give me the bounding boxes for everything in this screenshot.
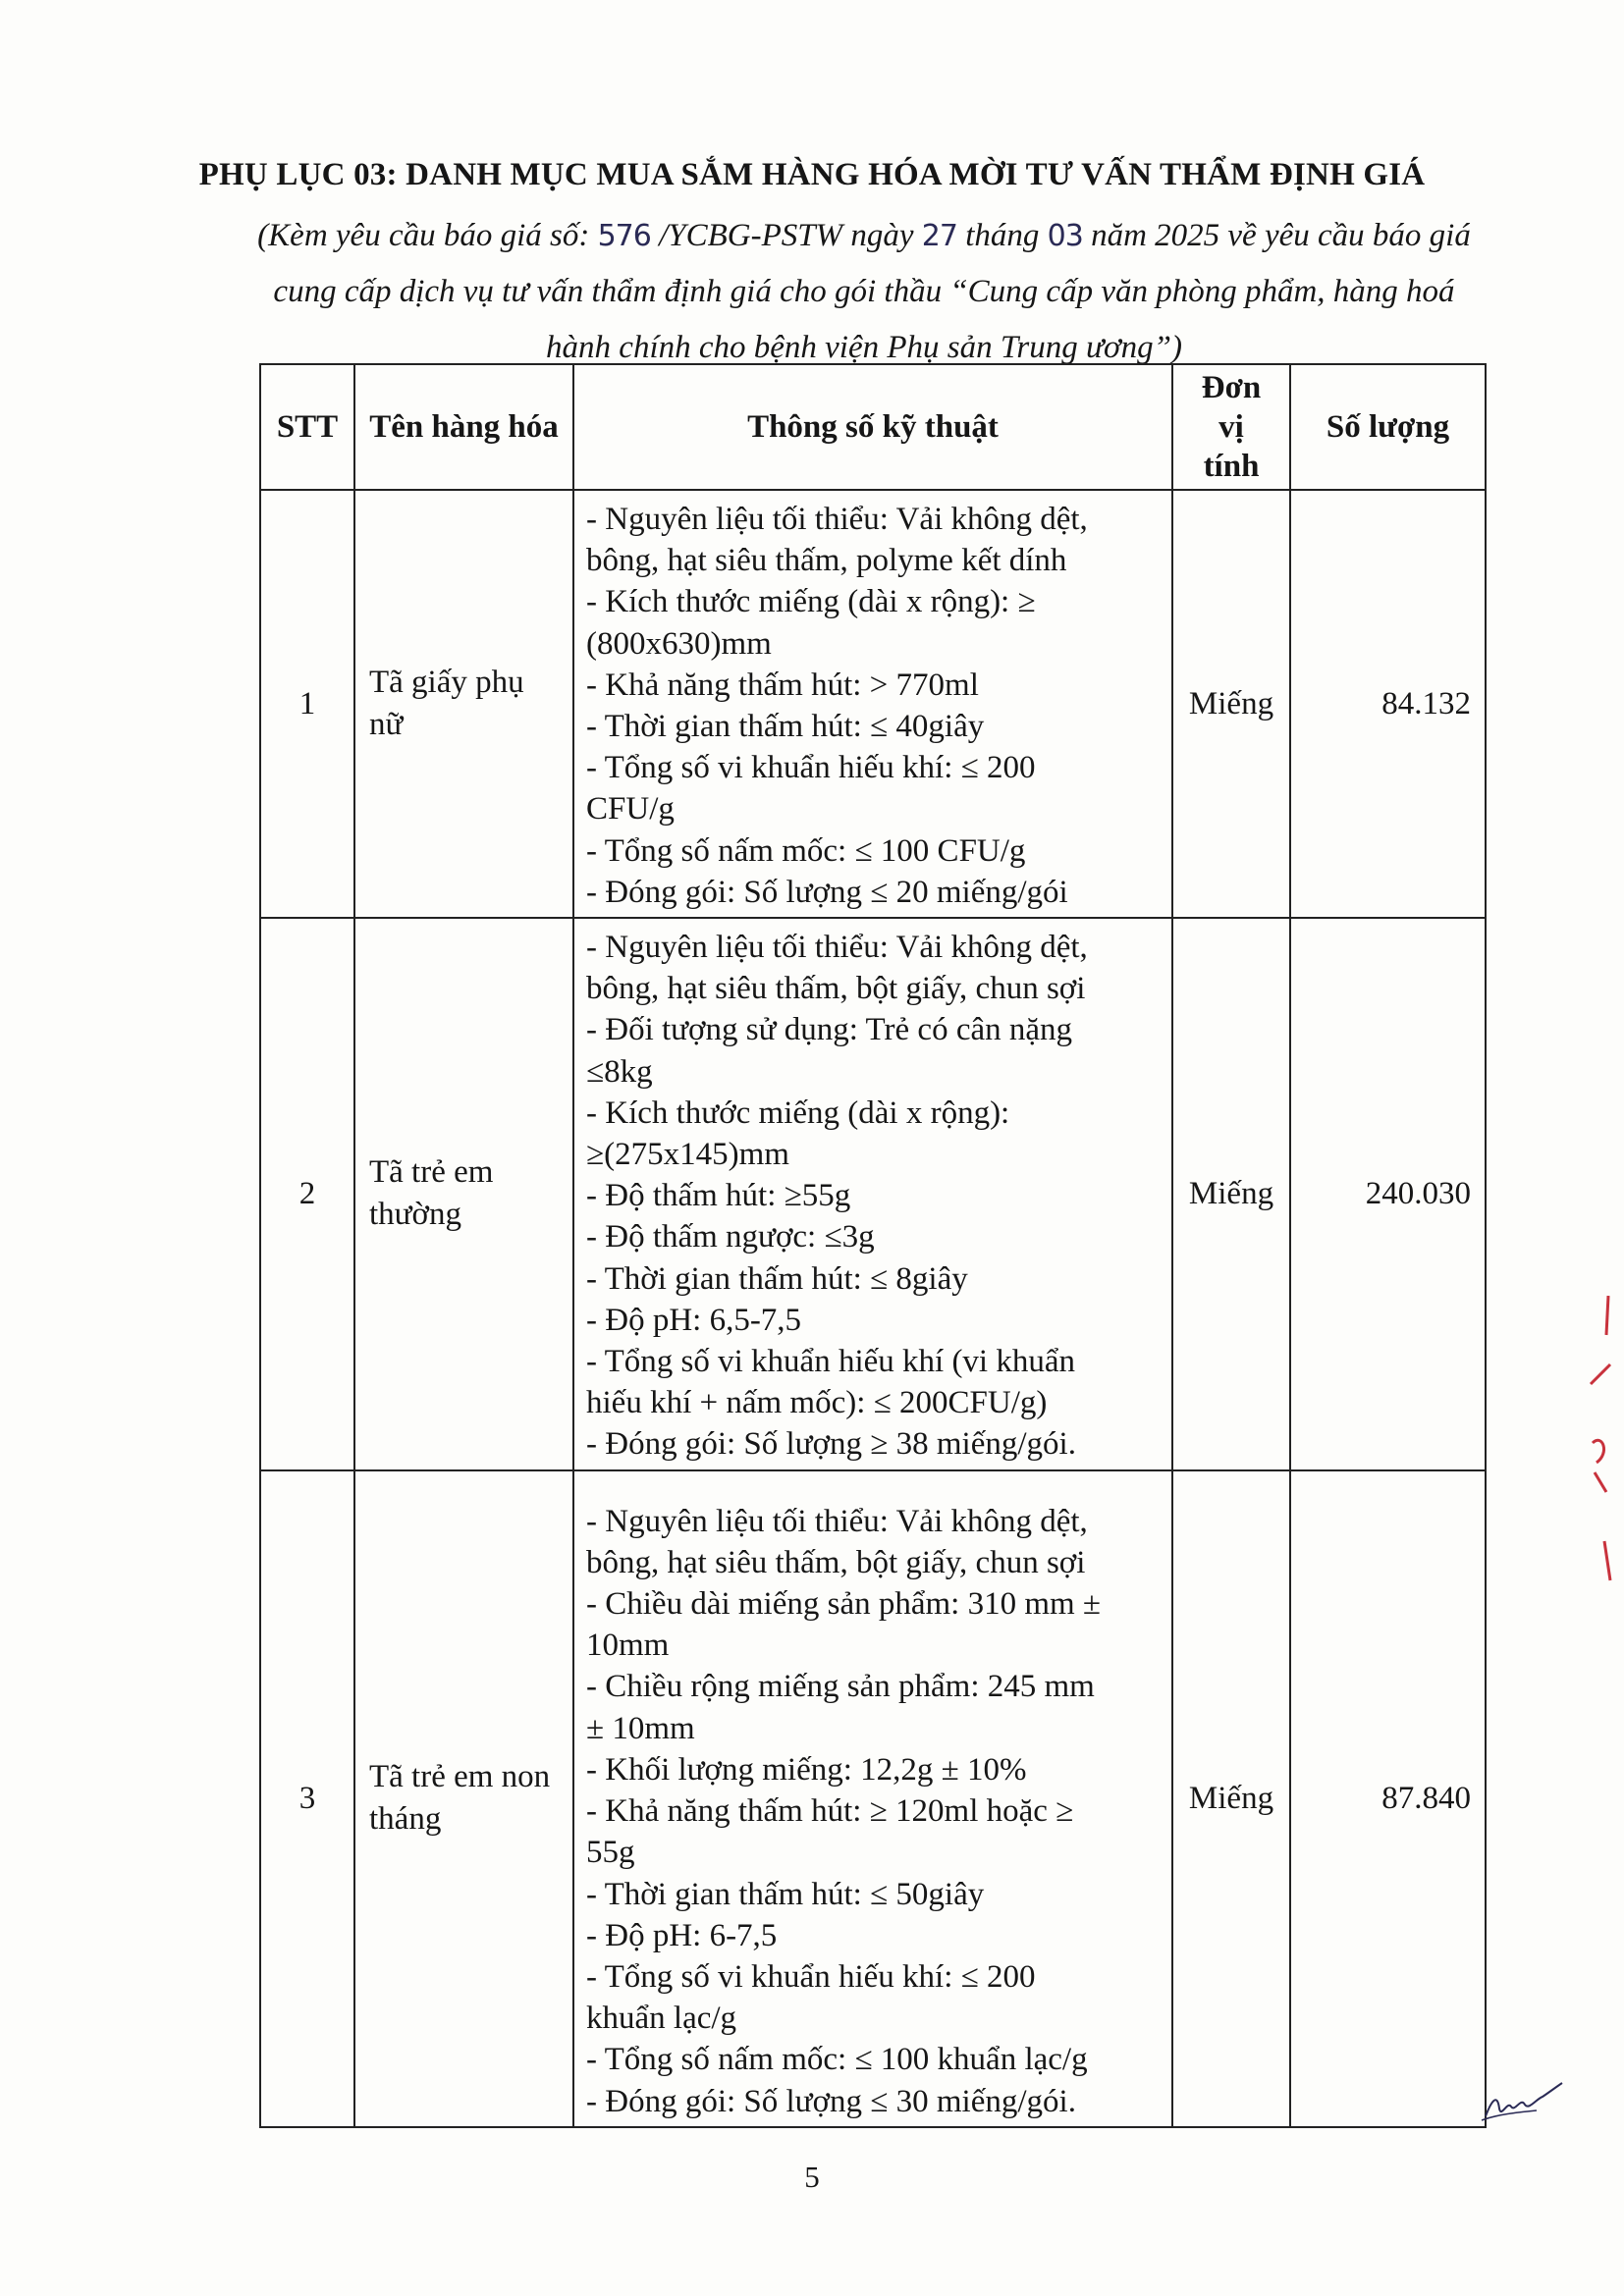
spec-line: - Kích thước miếng (dài x rộng): xyxy=(586,1095,1010,1131)
row-unit: Miếng xyxy=(1172,490,1290,918)
subtitle-text-3: tháng xyxy=(956,218,1048,253)
table-row xyxy=(260,1470,1486,2127)
row-stt: 1 xyxy=(260,490,354,918)
spec-line: hiếu khí + nấm mốc): ≤ 200CFU/g) xyxy=(586,1385,1048,1421)
spec-line: - Thời gian thấm hút: ≤ 8giây xyxy=(586,1260,968,1297)
row-qty: 240.030 xyxy=(1290,918,1486,1470)
subtitle-text-2: /YCBG-PSTW ngày xyxy=(650,218,922,253)
spec-line: bông, hạt siêu thấm, bột giấy, chun sợi xyxy=(586,1544,1086,1580)
table-row xyxy=(260,918,1486,1470)
spec-line: - Độ pH: 6,5-7,5 xyxy=(586,1302,802,1338)
document-subtitle xyxy=(245,208,1483,376)
spec-line: - Tổng số vi khuẩn hiếu khí: ≤ 200 xyxy=(586,1958,1036,1995)
spec-line: - Tổng số nấm mốc: ≤ 100 khuẩn lạc/g xyxy=(586,2042,1088,2078)
spec-line: ≥(275x145)mm xyxy=(586,1137,789,1173)
header-qty: Số lượng xyxy=(1290,364,1486,490)
spec-line: - Nguyên liệu tối thiểu: Vải không dệt, xyxy=(586,1503,1088,1539)
spec-line: CFU/g xyxy=(586,791,675,828)
table-header-row xyxy=(260,364,1486,490)
spec-line: - Khả năng thấm hút: > 770ml xyxy=(586,667,979,703)
signature-mark xyxy=(1478,2079,1566,2126)
row-qty: 87.840 xyxy=(1290,1470,1486,2127)
spec-line: - Khả năng thấm hút: ≥ 120ml hoặc ≥ xyxy=(586,1793,1074,1830)
header-specs: Thông số kỹ thuật xyxy=(573,364,1172,490)
row-unit: Miếng xyxy=(1172,918,1290,1470)
spec-line: bông, hạt siêu thấm, bột giấy, chun sợi xyxy=(586,971,1086,1007)
row-specs xyxy=(573,490,1172,918)
row-name: Tã giấy phụ nữ xyxy=(354,490,573,918)
subtitle-text-1: (Kèm yêu cầu báo giá số: xyxy=(257,218,598,253)
spec-line: - Tổng số nấm mốc: ≤ 100 CFU/g xyxy=(586,832,1026,869)
spec-line: - Đóng gói: Số lượng ≤ 20 miếng/gói xyxy=(586,874,1068,910)
spec-line: khuẩn lạc/g xyxy=(586,2001,737,2037)
handwritten-month: 03 xyxy=(1047,219,1083,253)
subtitle-text-4: năm 2025 về yêu cầu báo giá cung cấp dịch vụ tư vấn thẩm định giá cho gói thầu “Cung cấp văn phòng phẩm, hàng hoá hành chính cho bệnh viện Phụ sản Trung ương”) xyxy=(273,218,1471,365)
spec-line: - Nguyên liệu tối thiểu: Vải không dệt, xyxy=(586,502,1088,537)
page-number: 5 xyxy=(804,2160,820,2194)
header-unit: Đơn vị tính xyxy=(1172,364,1290,490)
row-qty: 84.132 xyxy=(1290,490,1486,918)
spec-line: - Nguyên liệu tối thiểu: Vải không dệt, xyxy=(586,930,1088,966)
header-stt: STT xyxy=(260,364,354,490)
stamp-edge-marks xyxy=(1583,1296,1618,1590)
goods-table xyxy=(259,363,1487,2128)
row-name: Tã trẻ em thường xyxy=(354,918,573,1470)
spec-line: - Thời gian thấm hút: ≤ 50giây xyxy=(586,1876,985,1912)
spec-line: - Khối lượng miếng: 12,2g ± 10% xyxy=(586,1751,1027,1788)
spec-line: - Độ thấm hút: ≥55g xyxy=(586,1178,851,1214)
spec-line: - Tổng số vi khuẩn hiếu khí: ≤ 200 xyxy=(586,750,1036,786)
spec-line: ≤8kg xyxy=(586,1053,653,1090)
spec-line: - Chiều rộng miếng sản phẩm: 245 mm xyxy=(586,1669,1095,1705)
spec-line: 10mm xyxy=(586,1628,670,1664)
row-unit: Miếng xyxy=(1172,1470,1290,2127)
row-name: Tã trẻ em non tháng xyxy=(354,1470,573,2127)
header-name: Tên hàng hóa xyxy=(354,364,573,490)
row-specs xyxy=(573,918,1172,1470)
spec-line: - Đóng gói: Số lượng ≤ 30 miếng/gói. xyxy=(586,2083,1076,2119)
handwritten-doc-number: 576 xyxy=(597,219,651,253)
spec-line: - Độ pH: 6-7,5 xyxy=(586,1917,778,1953)
spec-line: - Đối tượng sử dụng: Trẻ có cân nặng xyxy=(586,1012,1073,1048)
spec-line: - Kích thước miếng (dài x rộng): ≥ xyxy=(586,584,1036,620)
spec-line: - Độ thấm ngược: ≤3g xyxy=(586,1219,875,1255)
spec-line: - Đóng gói: Số lượng ≥ 38 miếng/gói. xyxy=(586,1426,1076,1463)
spec-line: ± 10mm xyxy=(586,1710,695,1746)
spec-line: bông, hạt siêu thấm, polyme kết dính xyxy=(586,543,1067,579)
spec-line: - Thời gian thấm hút: ≤ 40giây xyxy=(586,709,985,745)
handwritten-day: 27 xyxy=(921,219,957,253)
row-stt: 3 xyxy=(260,1470,354,2127)
spec-line: (800x630)mm xyxy=(586,625,772,662)
row-stt: 2 xyxy=(260,918,354,1470)
spec-line: 55g xyxy=(586,1835,635,1871)
spec-line: - Chiều dài miếng sản phẩm: 310 mm ± xyxy=(586,1586,1102,1623)
document-title: PHỤ LỤC 03: DANH MỤC MUA SẮM HÀNG HÓA MỜI TƯ VẤN THẨM ĐỊNH GIÁ xyxy=(198,157,1426,192)
table-row xyxy=(260,490,1486,918)
spec-line: - Tổng số vi khuẩn hiếu khí (vi khuẩn xyxy=(586,1344,1075,1380)
row-specs xyxy=(573,1470,1172,2127)
